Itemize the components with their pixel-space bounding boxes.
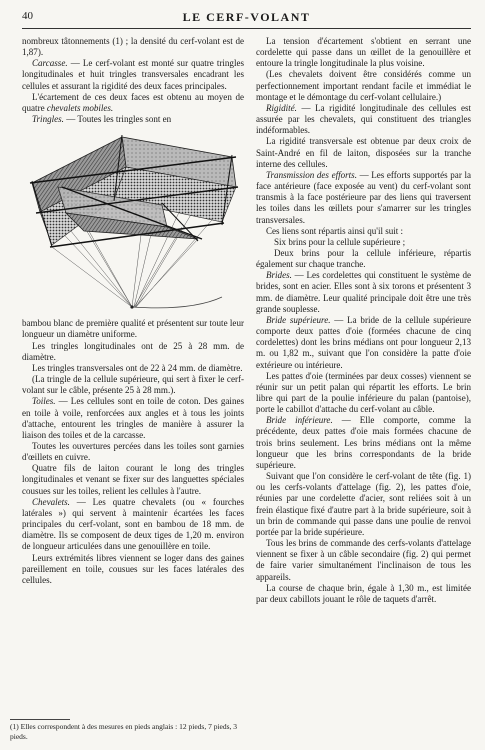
tringles-body: — Toutes les tringles sont en [63, 114, 172, 125]
paragraph-transmission [256, 170, 471, 226]
paragraph-tringles [22, 114, 244, 125]
toiles-heading: Toiles. [32, 396, 56, 407]
paragraph-brides [256, 270, 471, 315]
chevalets-heading: Chevalets. [32, 496, 70, 507]
paragraph-longitudinales: Les tringles longitudinales ont de 25 à 28 mm. de diamètre. [22, 340, 244, 362]
footnote-rule [10, 719, 70, 720]
paragraph-ouvertures: Toutes les ouvertures percées dans les toiles sont garnies d'œillets en cuivre. [22, 440, 244, 463]
paragraph-tension: La tension d'écartement s'obtient en serrant une cordelette qui passe dans un œillet de la genouillère et entoure la tringle longitudinale la plus voisine. [256, 36, 471, 69]
paragraph-rigidite-transversale: La rigidité transversale est obtenue par deux croix de Saint-André en fil de laiton, disposées sur la tranche interne des cellules. [256, 136, 471, 169]
paragraph-tringle-cellule: (La tringle de la cellule supérieure, qui sert à fixer le cerf-volant sur le câble, présente 25 à 28 mm.). [22, 374, 244, 396]
toiles-body: — Les cellules sont en toile de coton. Des gaines en toile à voile, renforcées aux angles et à tous les joints d'attache, entourent les tringles de manière à assurer la liaison des toiles et de la carcasse. [22, 396, 244, 440]
paragraph-tous-brins: Tous les brins de commande des cerfs-volants d'attelage viennent se fixer à un câble secondaire (fig. 2) qui permet de faire varier simultanément l'inclinaison de tous les appareils. [256, 538, 471, 582]
paragraph-bride-superieure [256, 315, 471, 371]
paragraph-suivant: Suivant que l'on considère le cerf-volant de tête (fig. 1) ou les cerfs-volants d'attelage (fig. 2), les pattes d'oie, réunies par une cordelette d'acier, sont reliées soit à un frein élastique fixé d'autre part à la bride supérieure, soit à un brin de commande qui passe dans une poulie de renvoi portée par la bride supérieure. [256, 471, 471, 537]
kite-illustration [22, 127, 244, 317]
paragraph-extremites: Leurs extrémités libres viennent se loger dans des gaines pareillement en toile, cousues sur les faces latérales des cellules. [22, 552, 244, 585]
paragraph-pattes-oie: Les pattes d'oie (terminées par deux cosses) viennent se réunir sur un petit palan qui répartit les efforts. Le brin libre qui part de la poulie inférieure du palan (pantoise), porte le cabillot d'attache du cerf-volant au câble. [256, 370, 471, 415]
ecartement-body: L'écartement de ces deux faces est obtenu au moyen de quatre [22, 91, 244, 113]
paragraph-bambou: bambou blanc de première qualité et présentent sur toute leur longueur un diamètre uniforme. [22, 318, 244, 340]
bride-superieure-heading: Bride supérieure. [266, 314, 331, 325]
paragraph-transversales: Les tringles transversales ont de 22 à 24 mm. de diamètre. [32, 362, 243, 373]
paragraph-course: La course de chaque brin, égale à 1,30 m., est limitée par deux cabillots jouant le rôle de taquets d'arrêt. [256, 582, 471, 604]
paragraph-six-brins: Six brins pour la cellule supérieure ; [274, 236, 406, 247]
paragraph-ecartement [22, 92, 244, 114]
rigidite-body: — La rigidité longitudinale des cellules est assurée par les chevalets, qui constituent des triangles indéformables. [256, 102, 471, 136]
paragraph-fils-laiton: Quatre fils de laiton courant le long des tringles longitudinales et venant se fixer sur des languettes spéciales cousues sur les toiles, relient les cellules à l'autre. [22, 463, 244, 496]
paragraph-rigidite [256, 103, 471, 136]
carcasse-heading: Carcasse. [32, 58, 68, 69]
bride-inferieure-heading: Bride inférieure. [266, 415, 333, 426]
right-column [256, 36, 471, 605]
page-number: 40 [22, 10, 33, 22]
chevalets-mobiles-term: chevalets mobiles. [46, 102, 114, 113]
left-column [22, 36, 244, 586]
paragraph-bride-inferieure [256, 415, 471, 471]
paragraph-liens: Ces liens sont répartis ainsi qu'il suit : [266, 225, 404, 236]
page-header [22, 10, 471, 29]
paragraph-intro: nombreux tâtonnements (1) ; la densité du cerf-volant est de 1,87). [22, 36, 244, 58]
brides-body: — Les cordelettes qui constituent le système de brides, sont en acier. Elles sont à six torons et présentent 3 mm. de diamètre. Leur qualité principale doit être une très grande souplesse. [256, 270, 471, 314]
paragraph-deux-brins: Deux brins pour la cellule inférieure, répartis également sur chaque tranche. [256, 247, 471, 270]
bride-inferieure-body: — Elle comporte, comme la précédente, deux pattes d'oie mais formées chacune de trois brins seulement. Les brins médians ont la même longueur que les brins correspondants de la bride supérieure. [256, 415, 471, 470]
transmission-heading: Transmission des efforts. [266, 169, 357, 180]
journal-title: LE CERF-VOLANT [182, 10, 311, 24]
paragraph-toiles [22, 396, 244, 441]
bride-superieure-body: — La bride de la cellule supérieure comporte deux pattes d'oie (formées chacune de cinq cordelettes) dont les brins médians ont pour longueur 2,13 m. ou 1,82 m., suivant que l'on considère la patte d'oie extérieure ou intérieure. [256, 314, 471, 370]
footnote [10, 719, 246, 741]
paragraph-chevalets-note: (Les chevalets doivent être considérés comme un perfectionnement important rendant facile et immédiat le montage et le démontage du cerf-volant cellulaire.) [256, 69, 471, 102]
chevalets-body: — Les quatre chevalets (ou « fourches latérales ») qui servent à maintenir écartées les faces principales du cerf-volant, sont en bambou de 18 mm. de diamètre. Ils se composent de deux tiges de 1,20 m. environ de longueur articulées dans une genouillère en toile. [22, 496, 244, 552]
tringles-heading: Tringles. [32, 114, 64, 125]
paragraph-carcasse [22, 58, 244, 91]
rigidite-heading: Rigidité. [266, 102, 297, 113]
brides-heading: Brides. [266, 270, 292, 281]
transmission-body: — Les efforts supportés par la face antérieure (face exposée au vent) du cerf-volant sont transmis à la face postérieure par des liens qui traversent les toiles dans les œillets pour s'amarrer sur les tringles transversales. [256, 169, 471, 225]
carcasse-body: — Le cerf-volant est monté sur quatre tringles longitudinales et huit tringles transversales encadrant les cellules et assurant la rigidité des deux faces principales. [22, 58, 244, 91]
paragraph-chevalets [22, 497, 244, 553]
footnote-text: (1) Elles correspondent à des mesures en pieds anglais : 12 pieds, 7 pieds, 3 pieds. [10, 722, 238, 741]
